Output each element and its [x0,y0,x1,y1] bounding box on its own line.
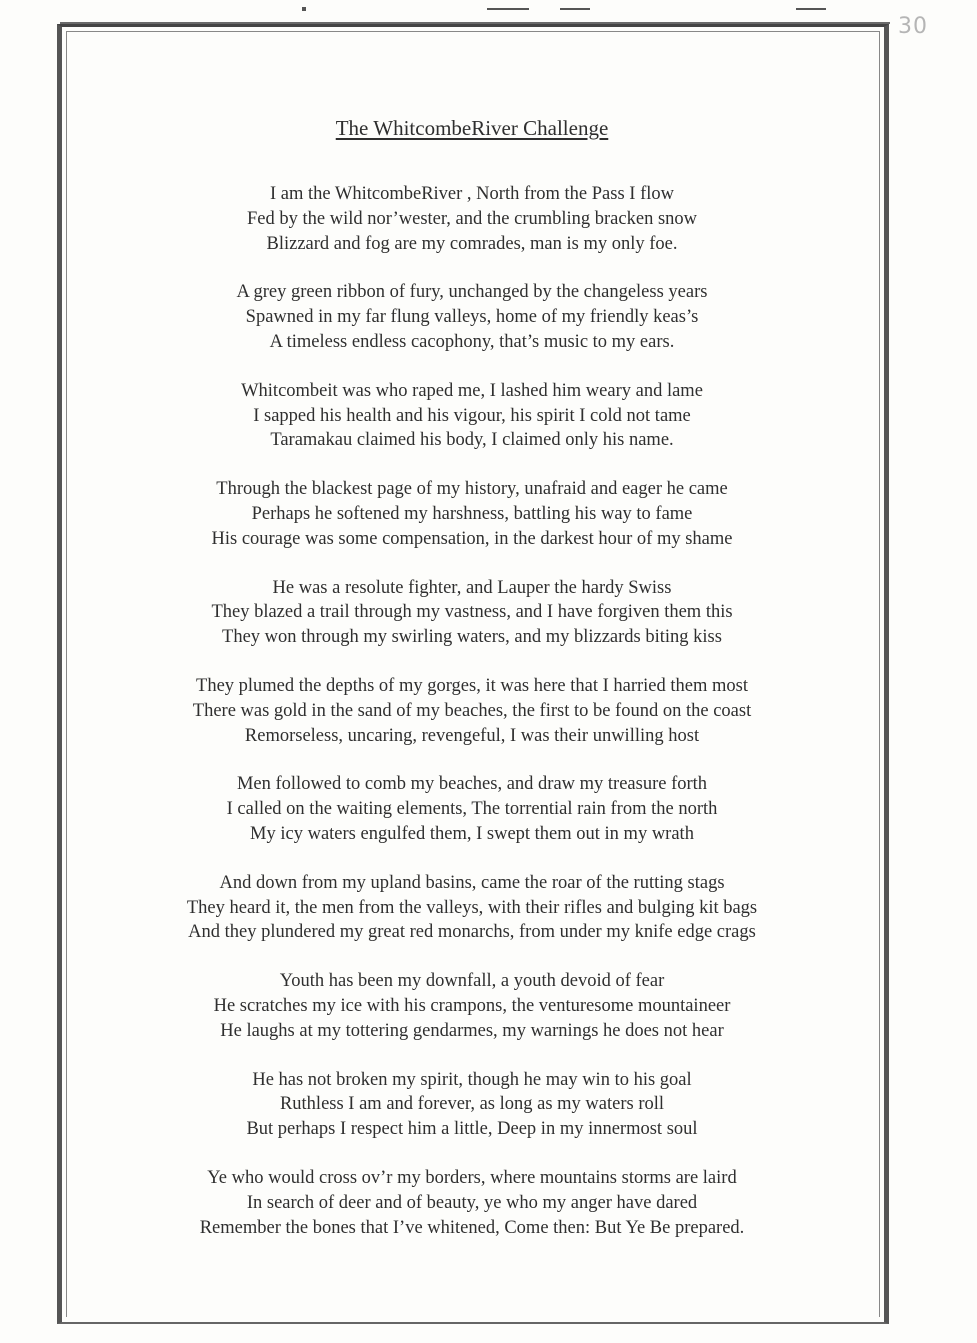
poem-line: Remember the bones that I’ve whitened, Come then: But Ye Be prepared. [199,1217,745,1238]
poem-line: A timeless endless cacophony, that’s music to my ears. [269,331,675,352]
poem-line: They heard it, the men from the valleys, with their rifles and bulging kit bags [186,897,758,918]
stanza [0,871,944,945]
stanza [0,379,944,453]
poem-line: Perhaps he softened my harshness, battling his way to fame [251,503,693,524]
scan-mark [302,7,306,11]
poem-line: There was gold in the sand of my beaches, the first to be found on the coast [192,700,752,721]
poem-line: Through the blackest page of my history, unafraid and eager he came [216,479,728,500]
poem-line: He scratches my ice with his crampons, the venturesome mountaineer [213,995,731,1016]
poem-line: Ruthless I am and forever, as long as my waters roll [279,1094,665,1115]
stanza [0,1166,944,1240]
page-number: 30 [898,14,928,39]
poem-line: Blizzard and fog are my comrades, man is my only foe. [266,233,678,254]
poem-line: Taramakau claimed his body, I claimed only his name. [270,430,674,451]
scan-mark [796,8,826,10]
stanza [0,182,944,256]
poem-line: Remorseless, uncaring, revengeful, I was their unwilling host [244,725,700,746]
stanza [0,576,944,650]
poem-line: I sapped his health and his vigour, his spirit I cold not tame [253,405,691,426]
poem-line: Men followed to comb my beaches, and draw my treasure forth [236,774,708,795]
poem-line: My icy waters engulfed them, I swept them out in my wrath [250,823,694,844]
stanza [0,477,944,551]
poem-line: Ye who would cross ov’r my borders, where mountains storms are laird [207,1167,737,1188]
poem-line: I am the WhitcombeRiver , North from the Pass I flow [269,184,674,204]
poem-line: In search of deer and of beauty, ye who my anger have dared [246,1192,698,1213]
scan-mark [560,8,590,10]
poem-line: Whitcombeit was who raped me, I lashed him weary and lame [241,380,703,401]
poem-line: But perhaps I respect him a little, Deep in my innermost soul [246,1119,698,1140]
stanza [0,280,944,354]
poem-line: Spawned in my far flung valleys, home of my friendly keas’s [245,307,699,328]
poem-line: A grey green ribbon of fury, unchanged by the changeless years [236,282,708,303]
poem-body [0,182,944,1264]
poem-line: And down from my upland basins, came the roar of the rutting stags [219,872,725,893]
poem-line: They plumed the depths of my gorges, it was here that I harried them most [196,675,748,696]
stanza [0,772,944,846]
poem-line: He laughs at my tottering gendarmes, my warnings he does not hear [220,1020,724,1041]
poem-line: I called on the waiting elements, The torrential rain from the north [226,799,718,820]
poem-title: The WhitcombeRiver Challenge [335,116,609,140]
stanza [0,674,944,748]
poem-line: He was a resolute fighter, and Lauper the hardy Swiss [272,577,672,598]
stanza [0,1068,944,1142]
poem-line: Youth has been my downfall, a youth devoid of fear [279,971,665,992]
stanza [0,969,944,1043]
poem-line: And they plundered my great red monarchs, from under my knife edge crags [188,922,756,943]
poem-line: They blazed a trail through my vastness, and I have forgiven them this [211,602,733,623]
poem-line: His courage was some compensation, in the darkest hour of my shame [211,528,733,549]
scan-mark [487,8,529,10]
poem-line: They won through my swirling waters, and my blizzards biting kiss [222,627,722,648]
poem-line: Fed by the wild nor’wester, and the crumbling bracken snow [247,208,697,229]
poem-line: He has not broken my spirit, though he may win to his goal [252,1069,692,1090]
